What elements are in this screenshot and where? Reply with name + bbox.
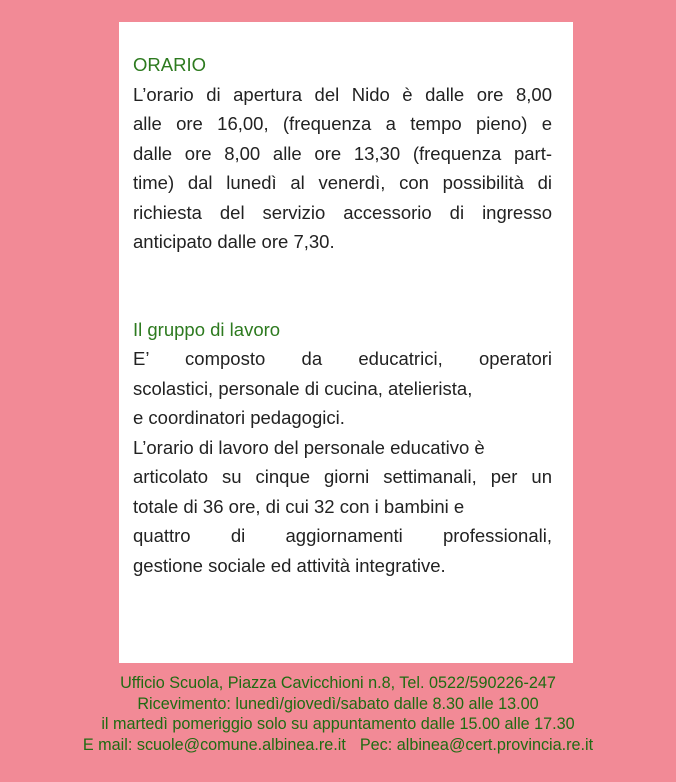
gruppo-line: E’ composto da educatrici, operatori [133, 348, 552, 369]
footer-contacts [0, 673, 676, 755]
orario-line: dalle ore 8,00 alle ore 13,30 (frequenza part- [133, 142, 552, 164]
gruppo-line: quattro di aggiornamenti professionali, [133, 525, 552, 546]
section-spacer [133, 257, 552, 315]
footer-tuesday-appointment: il martedì pomeriggio solo su appuntamento dalle 15.00 alle 17.30 [101, 715, 575, 733]
gruppo-line: scolastici, personale di cucina, atelierista, [133, 377, 473, 399]
orario-heading: ORARIO [133, 54, 206, 75]
gruppo-line: gestione sociale ed attività integrative. [133, 554, 446, 576]
gruppo-line: totale di 36 ore, di cui 32 con i bambini e [133, 495, 465, 517]
footer-contact-row [0, 735, 676, 756]
footer-reception-hours: Ricevimento: lunedì/giovedì/sabato dalle 8.30 alle 13.00 [137, 694, 539, 713]
orario-paragraph [133, 80, 552, 257]
orario-line: anticipato dalle ore 7,30. [133, 231, 335, 252]
gruppo-paragraph [133, 344, 552, 580]
orario-line: time) dal lunedì al venerdì, con possibilità di [133, 172, 552, 193]
footer-email[interactable]: E mail: scuole@comune.albinea.re.it [82, 735, 346, 754]
gruppo-line: articolato su cinque giorni settimanali, per un [133, 466, 552, 487]
orario-line: alle ore 16,00, (frequenza a tempo pieno) e [133, 113, 552, 134]
gruppo-line: e coordinatori pedagogici. [133, 407, 345, 428]
gruppo-line: L’orario di lavoro del personale educativo è [133, 436, 485, 458]
footer-office-address: Ufficio Scuola, Piazza Cavicchioni n.8, Tel. 0522/590226-247 [120, 674, 556, 692]
gruppo-heading: Il gruppo di lavoro [133, 318, 281, 340]
orario-line: L’orario di apertura del Nido è dalle ore 8,00 [133, 83, 552, 105]
orario-line: richiesta del servizio accessorio di ingresso [133, 201, 552, 223]
main-content [133, 50, 552, 580]
footer-pec[interactable]: Pec: albinea@cert.provincia.re.it [359, 735, 594, 754]
